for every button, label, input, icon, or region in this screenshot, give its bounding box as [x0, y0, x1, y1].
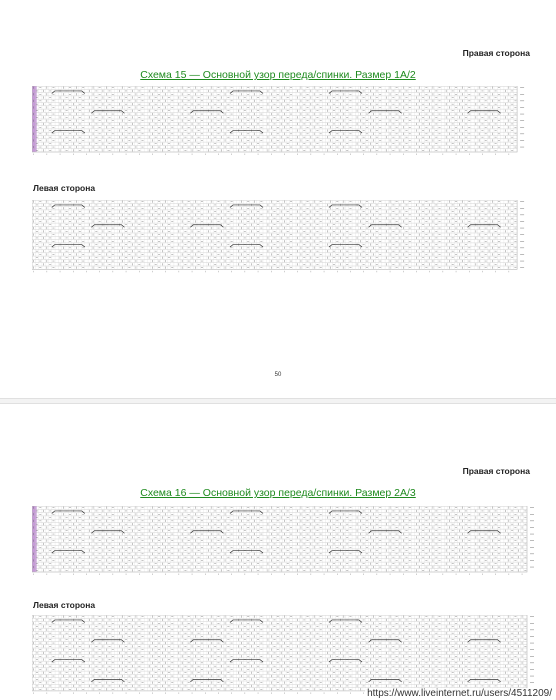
scheme-16-right-chart [32, 506, 542, 578]
scheme-16-left-chart [32, 615, 542, 695]
right-side-label: Правая сторона [462, 48, 530, 58]
watermark-url: https://www.liveinternet.ru/users/4511209/ [367, 688, 552, 699]
scheme-16-title: Схема 16 — Основной узор переда/спинки. Размер 2А/3 [140, 487, 416, 499]
scheme-15-title: Схема 15 — Основной узор переда/спинки. Размер 1А/2 [140, 69, 416, 81]
page-number: 50 [274, 372, 282, 378]
page-51 [0, 404, 556, 700]
left-side-label: Левая сторона [33, 183, 96, 193]
right-side-label: Правая сторона [462, 466, 530, 476]
scheme-15-right-chart [32, 86, 532, 158]
left-side-label: Левая сторона [33, 600, 96, 610]
scheme-15-left-chart [32, 200, 532, 275]
